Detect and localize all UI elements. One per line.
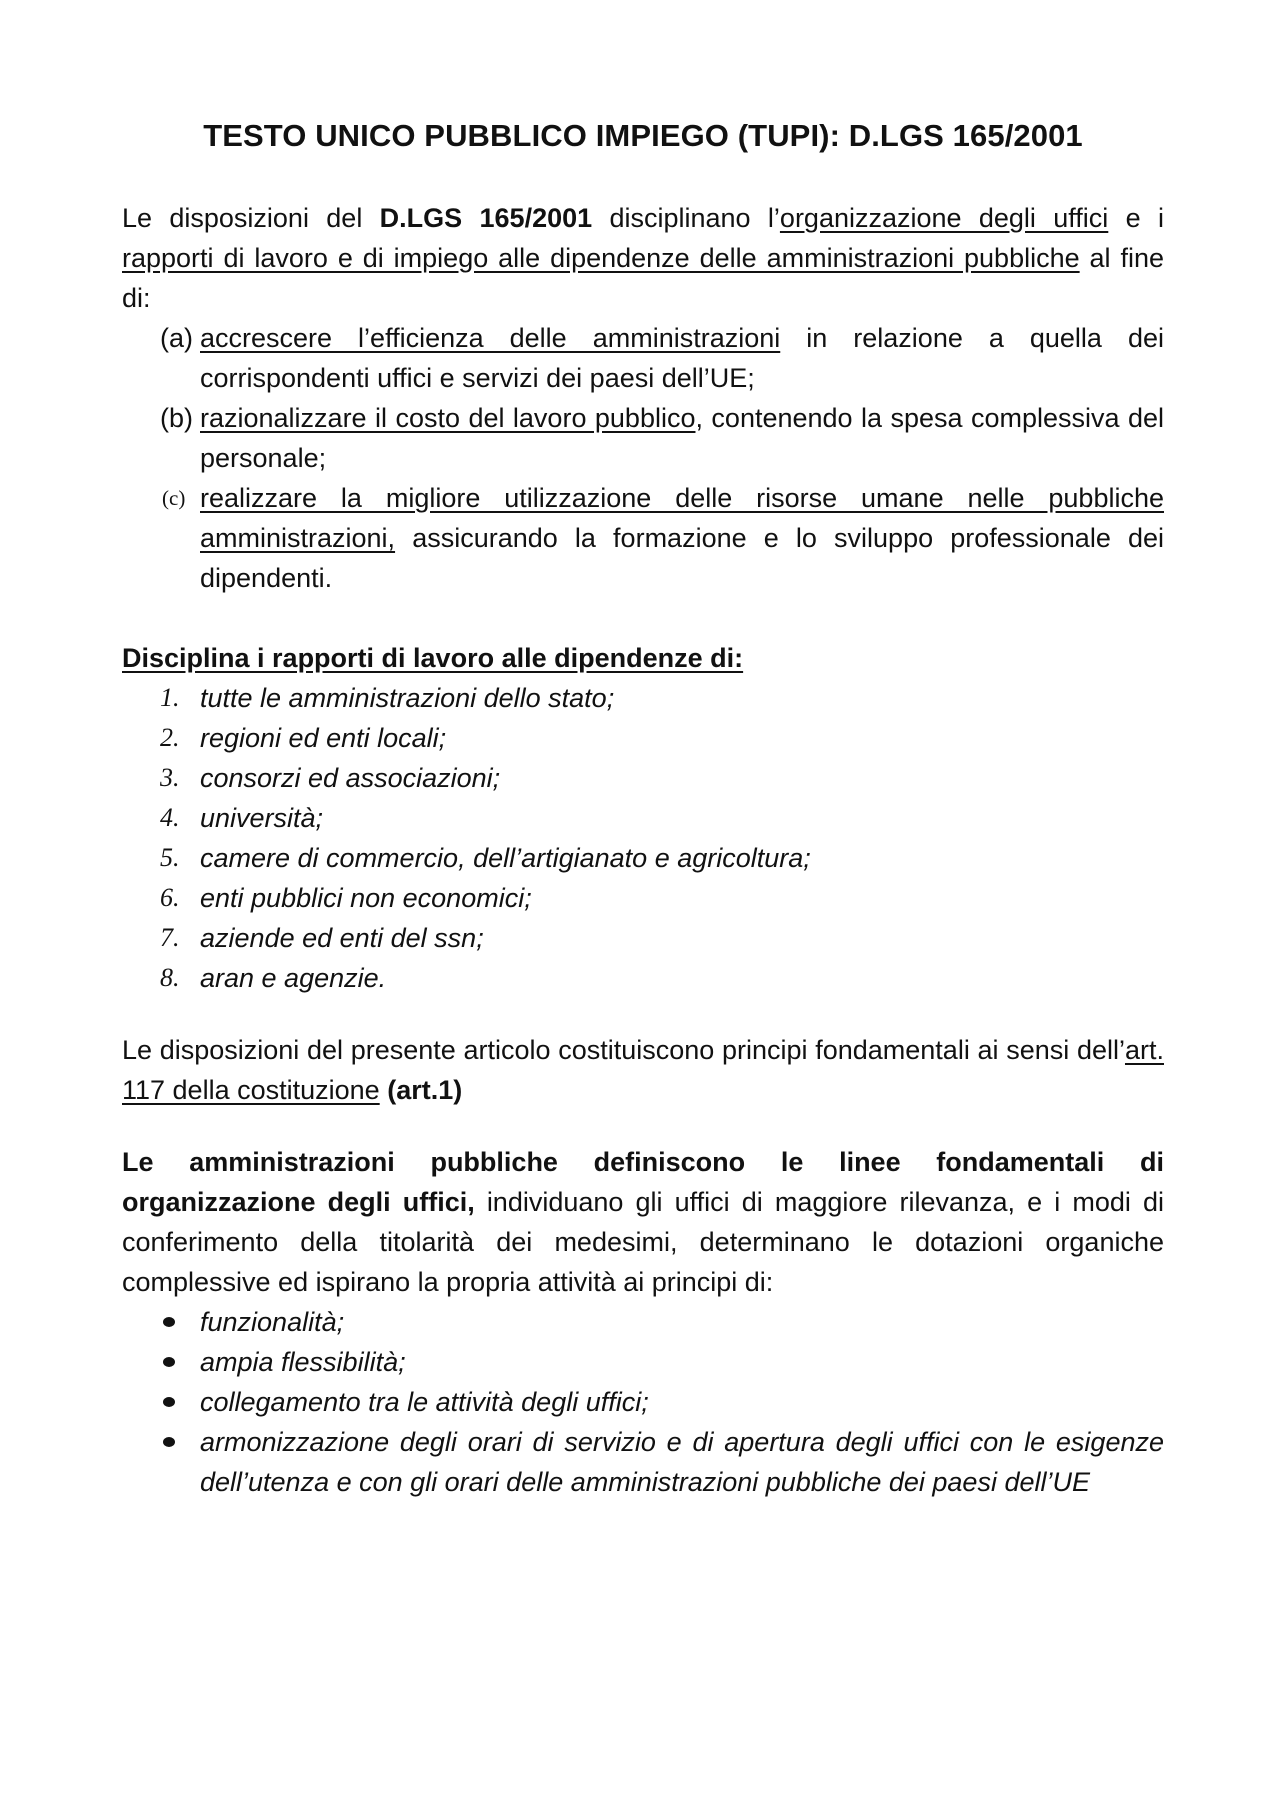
intro-underlined-2: rapporti di lavoro e di impiego alle dipendenze delle amministrazioni pubbliche bbox=[122, 243, 1080, 273]
list-item bbox=[122, 878, 1164, 918]
spacer bbox=[122, 998, 1164, 1030]
principles-list bbox=[122, 1302, 1164, 1502]
aim-underlined: realizzare la migliore utilizzazione delle risorse umane nelle pubbliche amministrazioni, bbox=[200, 483, 1164, 553]
aim-rest: in relazione a quella dei corrispondenti uffici e servizi dei paesi dell’UE; bbox=[200, 323, 1164, 393]
list-item bbox=[122, 318, 1164, 398]
entity-text: consorzi ed associazioni; bbox=[200, 763, 501, 793]
aim-underlined: accrescere l’efficienza delle amministrazioni bbox=[200, 323, 781, 353]
spacer bbox=[122, 1110, 1164, 1142]
principle-text: armonizzazione degli orari di servizio e di apertura degli uffici con le esigenze dell’utenza e con gli orari delle amministrazioni pubbliche dei paesi dell’UE bbox=[200, 1427, 1164, 1497]
list-item bbox=[122, 678, 1164, 718]
article-ref: (art.1) bbox=[387, 1075, 463, 1105]
list-number: 6. bbox=[160, 883, 180, 912]
list-item bbox=[122, 1342, 1164, 1382]
intro-text-1: Le disposizioni del bbox=[122, 203, 380, 233]
aim-underlined: razionalizzare il costo del lavoro pubblico bbox=[200, 403, 696, 433]
intro-paragraph bbox=[122, 198, 1164, 318]
list-item bbox=[122, 958, 1164, 998]
principles-paragraph bbox=[122, 1030, 1164, 1110]
section-heading: Disciplina i rapporti di lavoro alle dipendenze di: bbox=[122, 643, 744, 673]
aim-marker: (b) bbox=[160, 403, 193, 433]
entity-text: aziende ed enti del ssn; bbox=[200, 923, 484, 953]
entity-text: regioni ed enti locali; bbox=[200, 723, 447, 753]
list-item bbox=[122, 1422, 1164, 1502]
list-number: 5. bbox=[160, 843, 180, 872]
constitution-ref: art. 117 della costituzione bbox=[122, 1035, 1164, 1105]
principle-text: collegamento tra le attività degli uffici; bbox=[200, 1387, 649, 1417]
aim-rest: , contenendo la spesa complessiva del personale; bbox=[200, 403, 1164, 473]
principle-text: funzionalità; bbox=[200, 1307, 345, 1337]
list-item bbox=[122, 398, 1164, 478]
organization-bold-text: Le amministrazioni pubbliche definiscono le linee fondamentali di organizzazione degli uffici, bbox=[122, 1147, 1164, 1217]
entity-text: enti pubblici non economici; bbox=[200, 883, 532, 913]
document-title: TESTO UNICO PUBBLICO IMPIEGO (TUPI): D.LGS 165/2001 bbox=[203, 118, 1083, 153]
entity-text: università; bbox=[200, 803, 324, 833]
intro-text-3: e i bbox=[1108, 203, 1164, 233]
organization-paragraph bbox=[122, 1142, 1164, 1302]
list-item bbox=[122, 918, 1164, 958]
list-item bbox=[122, 1302, 1164, 1342]
aim-marker: (a) bbox=[160, 323, 193, 353]
bullet-icon bbox=[163, 1317, 175, 1327]
list-item bbox=[122, 718, 1164, 758]
aims-list bbox=[122, 318, 1164, 598]
bullet-icon bbox=[163, 1397, 175, 1407]
aim-rest: assicurando la formazione e lo sviluppo professionale dei dipendenti. bbox=[200, 523, 1164, 593]
list-number: 1. bbox=[160, 683, 180, 712]
intro-underlined-1: organizzazione degli uffici bbox=[779, 203, 1109, 233]
entity-text: tutte le amministrazioni dello stato; bbox=[200, 683, 615, 713]
aim-marker: (c) bbox=[162, 486, 186, 510]
list-number: 2. bbox=[160, 723, 180, 752]
list-item bbox=[122, 1382, 1164, 1422]
bullet-icon bbox=[163, 1437, 175, 1447]
entity-text: aran e agenzie. bbox=[200, 963, 387, 993]
intro-law-ref: D.LGS 165/2001 bbox=[379, 203, 593, 233]
list-number: 7. bbox=[160, 923, 180, 952]
list-number: 8. bbox=[160, 963, 180, 992]
list-item bbox=[122, 758, 1164, 798]
entity-text: camere di commercio, dell’artigianato e agricoltura; bbox=[200, 843, 811, 873]
principle-text: ampia flessibilità; bbox=[200, 1347, 406, 1377]
list-number: 3. bbox=[160, 763, 180, 792]
intro-text-2: disciplinano l’ bbox=[592, 203, 780, 233]
entities-list bbox=[122, 678, 1164, 998]
list-item bbox=[122, 478, 1164, 598]
organization-text: individuano gli uffici di maggiore rilevanza, e i modi di conferimento della titolarità dei medesimi, determinano le dotazioni organiche complessive ed ispirano la propria attività ai principi di: bbox=[122, 1187, 1164, 1297]
list-number: 4. bbox=[160, 803, 180, 832]
list-item bbox=[122, 838, 1164, 878]
intro-text-4: al fine di: bbox=[122, 243, 1164, 313]
principles-text-1: Le disposizioni del presente articolo costituiscono principi fondamentali ai sensi dell’ bbox=[122, 1035, 1125, 1065]
bullet-icon bbox=[163, 1357, 175, 1367]
spacer bbox=[122, 598, 1164, 638]
list-item bbox=[122, 798, 1164, 838]
